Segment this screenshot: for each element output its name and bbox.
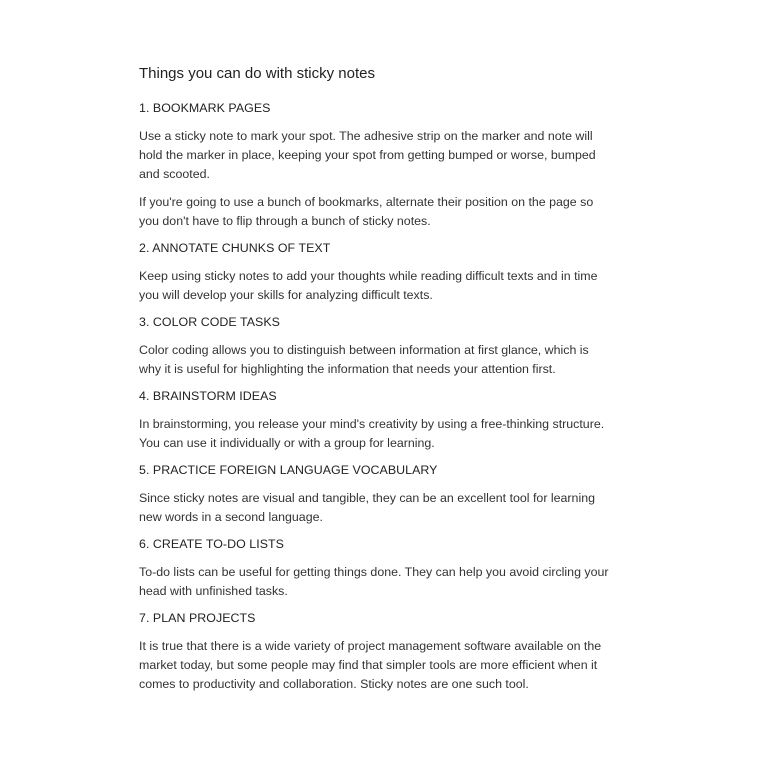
section-paragraph: In brainstorming, you release your mind's creativity by using a free-thinking structure. You can use it individually or with a group for learning.	[139, 417, 605, 450]
section-paragraph: Keep using sticky notes to add your thoughts while reading difficult texts and in time you will develop your skills for analyzing difficult texts.	[139, 269, 598, 302]
section-paragraph: Use a sticky note to mark your spot. The adhesive strip on the marker and note will hold the marker in place, keeping your spot from getting bumped or worse, bumped and scooted.	[139, 129, 596, 181]
section-to-do-lists	[139, 536, 609, 601]
article	[139, 64, 609, 703]
section-color-code-tasks	[139, 314, 609, 379]
section-plan-projects	[139, 610, 609, 694]
section-paragraph: To-do lists can be useful for getting things done. They can help you avoid circling your head with unfinished tasks.	[139, 565, 609, 598]
section-heading: 6. CREATE TO-DO LISTS	[139, 537, 284, 551]
section-brainstorm-ideas	[139, 388, 609, 453]
section-heading: 3. COLOR CODE TASKS	[139, 315, 280, 329]
section-paragraph: Since sticky notes are visual and tangible, they can be an excellent tool for learning new words in a second language.	[139, 491, 595, 524]
section-paragraph: It is true that there is a wide variety of project management software available on the market today, but some people may find that simpler tools are more efficient when it comes to productivity and collaboration. Sticky notes are one such tool.	[139, 639, 602, 691]
section-heading: 4. BRAINSTORM IDEAS	[139, 389, 277, 403]
section-heading: 1. BOOKMARK PAGES	[139, 101, 271, 115]
section-annotate-text	[139, 240, 609, 305]
section-foreign-vocabulary	[139, 462, 609, 527]
section-heading: 7. PLAN PROJECTS	[139, 611, 256, 625]
section-paragraph: Color coding allows you to distinguish between information at first glance, which is why it is useful for highlighting the information that needs your attention first.	[139, 343, 589, 376]
section-heading: 2. ANNOTATE CHUNKS OF TEXT	[139, 241, 331, 255]
section-bookmark-pages	[139, 100, 609, 231]
section-heading: 5. PRACTICE FOREIGN LANGUAGE VOCABULARY	[139, 463, 438, 477]
section-paragraph: If you're going to use a bunch of bookmarks, alternate their position on the page so you don't have to flip through a bunch of sticky notes.	[139, 195, 594, 228]
page-title: Things you can do with sticky notes	[139, 65, 375, 82]
